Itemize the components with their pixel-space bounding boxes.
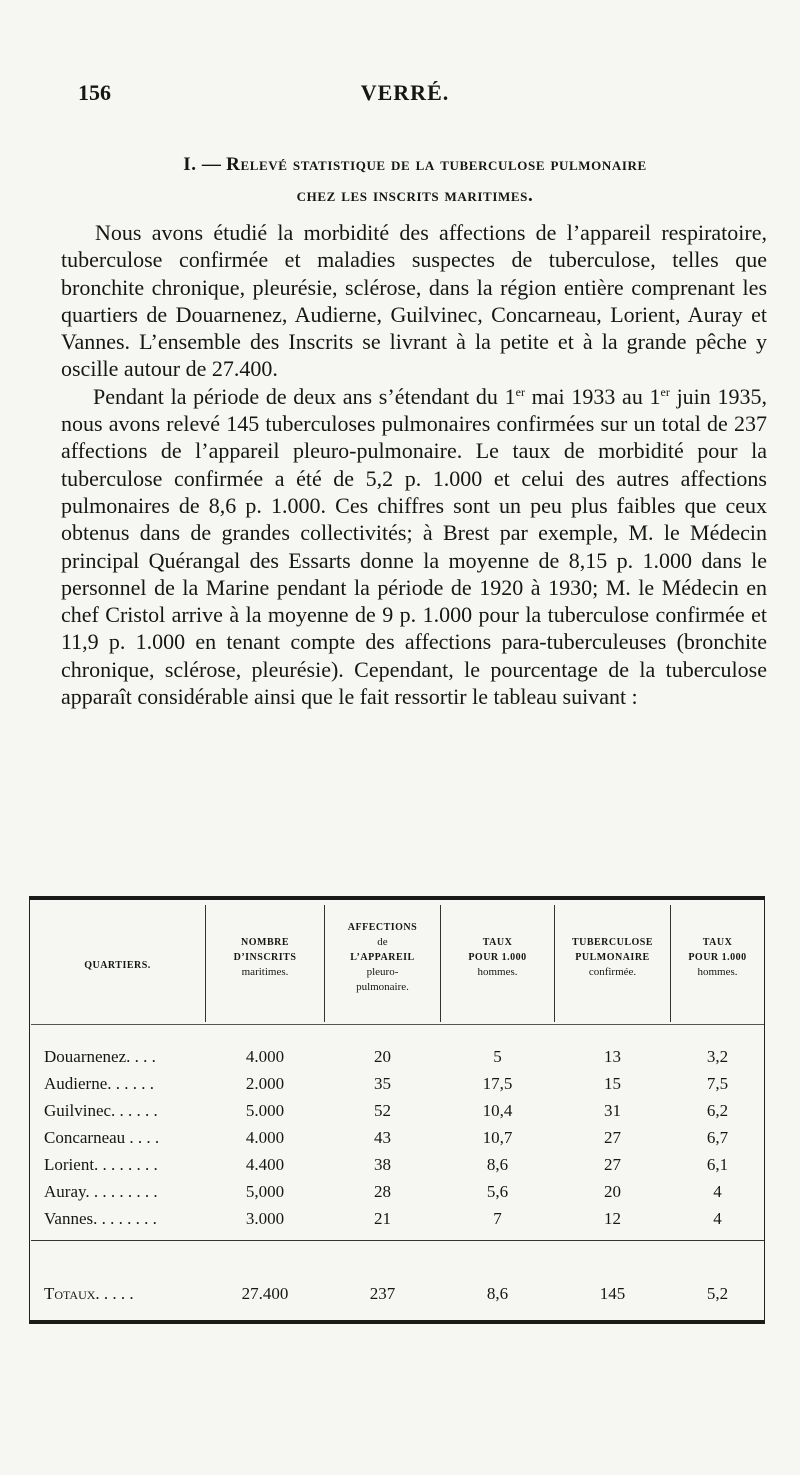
table-left-rule-foot xyxy=(29,1270,30,1322)
header-taux-tuberculose xyxy=(671,935,764,980)
tuberculose-cell: 27 xyxy=(604,1155,621,1174)
quartier-cell: Audierne. . . . . . xyxy=(44,1074,155,1093)
header-affections-line-5: pulmonaire. xyxy=(356,981,409,993)
paragraph-1: Nous avons étudié la morbidité des affections de l’appareil respiratoire, tuberculose confirmée et maladies suspectes de tuberculose, telles que bronchite chronique, pleurésie, sclérose, dans la région entière comprenant les quartiers de Douarnenez, Audierne, Guilvinec, Concarneau, Lorient, Auray et Vannes. L’ensemble des Inscrits se livrant à la petite et à la grande pêche y oscille autour de 27.400. xyxy=(61,220,767,382)
quartier-cell: Douarnenez. . . . xyxy=(44,1047,156,1066)
header-affections-line-3: L’APPAREIL xyxy=(350,952,415,963)
header-taux-1-line-3: hommes. xyxy=(477,966,518,978)
totals-tuberculose: 145 xyxy=(599,1284,626,1303)
header-nombre-line-3: maritimes. xyxy=(241,966,289,978)
taux-cell: 7 xyxy=(493,1209,502,1228)
quartier-cell: Auray. . . . . . . . . xyxy=(44,1182,158,1201)
header-rule xyxy=(31,1024,764,1025)
totals-inscrits: 27.400 xyxy=(241,1284,289,1303)
totals-taux: 8,6 xyxy=(486,1284,509,1303)
header-nombre xyxy=(206,935,324,980)
taux-tuberculose-cell: 6,2 xyxy=(706,1101,729,1120)
taux-cell: 10,7 xyxy=(482,1128,513,1147)
affections-cell: 21 xyxy=(374,1209,391,1228)
taux-tuberculose-cell: 6,7 xyxy=(706,1128,729,1147)
section-heading-line-1 xyxy=(100,150,730,181)
header-taux-2-line-3: hommes. xyxy=(697,966,738,978)
inscrits-cell: 2.000 xyxy=(245,1074,285,1093)
section-number: I. — xyxy=(183,154,222,175)
taux-cell: 5 xyxy=(493,1047,502,1066)
affections-cell: 43 xyxy=(374,1128,391,1147)
taux-tuberculose-cell: 4 xyxy=(713,1209,722,1228)
totals-rule xyxy=(31,1240,764,1241)
body-text xyxy=(61,219,767,710)
tuberculose-cell: 12 xyxy=(604,1209,621,1228)
paragraph-2-part-c: juin 1935, nous avons relevé 145 tuberculoses pulmonaires confirmées sur un total de 237 affections de l’appareil pleuro-pulmonaire. Le taux de morbidité pour la tuberculose confirmée a été de 5,2 p. 1.000 et celui des autres affections pulmonaires de 8,6 p. 1.000. Ces chiffres sont un peu plus faibles que ceux obtenus dans de grandes collectivités; à Brest par exemple, M. le Médecin principal Quérangal des Essarts donne la moyenne de 8,15 p. 1.000 dans le personnel de la Marine pendant la période de 1920 à 1930; M. le Médecin en chef Cristol arrive à la moyenne de 9 p. 1.000 pour la tuberculose confirmée et 11,9 p. 1.000 en tenant compte des affections para-tuberculeuses (bronchite chronique, sclérose, pleurésie). Cependant, le pourcentage de la tuberculose apparaît considérable ainsi que le fait ressortir le tableau suivant : xyxy=(61,383,767,710)
header-nombre-line-1: NOMBRE xyxy=(241,937,289,948)
quartier-cell: Guilvinec. . . . . . xyxy=(44,1101,158,1120)
quartier-cell: Vannes. . . . . . . . xyxy=(44,1209,157,1228)
table-right-rule xyxy=(764,900,765,1024)
header-tuberculose-line-3: confirmée. xyxy=(588,966,637,978)
inscrits-cell: 3.000 xyxy=(245,1209,285,1228)
table-bottom-rule xyxy=(29,1320,765,1324)
header-affections-line-1: AFFECTIONS xyxy=(347,922,418,933)
superscript-er-1: er xyxy=(515,384,525,399)
quartier-cell: Concarneau . . . . xyxy=(44,1128,160,1147)
inscrits-cell: 5,000 xyxy=(245,1182,285,1201)
table-right-rule-body xyxy=(764,1024,765,1270)
tuberculose-cell: 27 xyxy=(604,1128,621,1147)
taux-cell: 5,6 xyxy=(486,1182,509,1201)
header-affections xyxy=(325,920,440,995)
paragraph-2-part-b: mai 1933 au 1 xyxy=(524,383,661,409)
tuberculose-cell: 13 xyxy=(604,1047,621,1066)
taux-cell: 10,4 xyxy=(482,1101,513,1120)
header-taux-1-line-1: TAUX xyxy=(482,937,513,948)
taux-tuberculose-cell: 7,5 xyxy=(706,1074,729,1093)
header-nombre-line-2: D’INSCRITS xyxy=(233,952,297,963)
affections-cell: 20 xyxy=(374,1047,391,1066)
affections-cell: 28 xyxy=(374,1182,391,1201)
tuberculose-cell: 20 xyxy=(604,1182,621,1201)
table-right-rule-foot xyxy=(764,1270,765,1322)
header-taux-2-line-1: TAUX xyxy=(702,937,733,948)
affections-cell: 38 xyxy=(374,1155,391,1174)
inscrits-cell: 5.000 xyxy=(245,1101,285,1120)
affections-cell: 52 xyxy=(374,1101,391,1120)
totals-label: Totaux. . . . . xyxy=(44,1284,134,1303)
taux-tuberculose-cell: 6,1 xyxy=(706,1155,729,1174)
section-title-line-1: Relevé statistique de la tuberculose pulmonaire xyxy=(226,154,647,175)
header-tuberculose-line-2: PULMONAIRE xyxy=(575,952,650,963)
running-title: VERRÉ. xyxy=(360,80,450,105)
affections-cell: 35 xyxy=(374,1074,391,1093)
table-left-rule-body xyxy=(29,1024,30,1270)
running-head xyxy=(60,80,750,110)
section-title-line-2: chez les inscrits maritimes. xyxy=(296,185,534,206)
inscrits-cell: 4.400 xyxy=(245,1155,285,1174)
header-taux-1-line-2: POUR 1.000 xyxy=(468,952,527,963)
page-number: 156 xyxy=(78,80,111,105)
header-tuberculose xyxy=(555,935,670,980)
totals-taux-tuberculose: 5,2 xyxy=(706,1284,729,1303)
taux-cell: 8,6 xyxy=(486,1155,509,1174)
header-taux-2-line-2: POUR 1.000 xyxy=(688,952,747,963)
taux-tuberculose-cell: 4 xyxy=(713,1182,722,1201)
table-top-rule xyxy=(29,896,765,900)
tuberculose-cell: 31 xyxy=(604,1101,621,1120)
header-taux-affections xyxy=(441,935,554,980)
taux-tuberculose-cell: 3,2 xyxy=(706,1047,729,1066)
section-heading xyxy=(100,150,730,211)
header-affections-line-4: pleuro- xyxy=(366,966,399,978)
inscrits-cell: 4.000 xyxy=(245,1128,285,1147)
inscrits-cell: 4.000 xyxy=(245,1047,285,1066)
header-quartiers: QUARTIERS. xyxy=(84,960,151,971)
header-tuberculose-line-1: TUBERCULOSE xyxy=(571,937,654,948)
taux-cell: 17,5 xyxy=(482,1074,513,1093)
header-affections-line-2: de xyxy=(377,936,388,948)
totals-affections: 237 xyxy=(369,1284,396,1303)
superscript-er-2: er xyxy=(660,384,670,399)
tuberculose-cell: 15 xyxy=(604,1074,621,1093)
paragraph-2 xyxy=(61,383,767,711)
paragraph-2-part-a: Pendant la période de deux ans s’étendant du 1 xyxy=(93,383,516,409)
quartier-cell: Lorient. . . . . . . . xyxy=(44,1155,158,1174)
